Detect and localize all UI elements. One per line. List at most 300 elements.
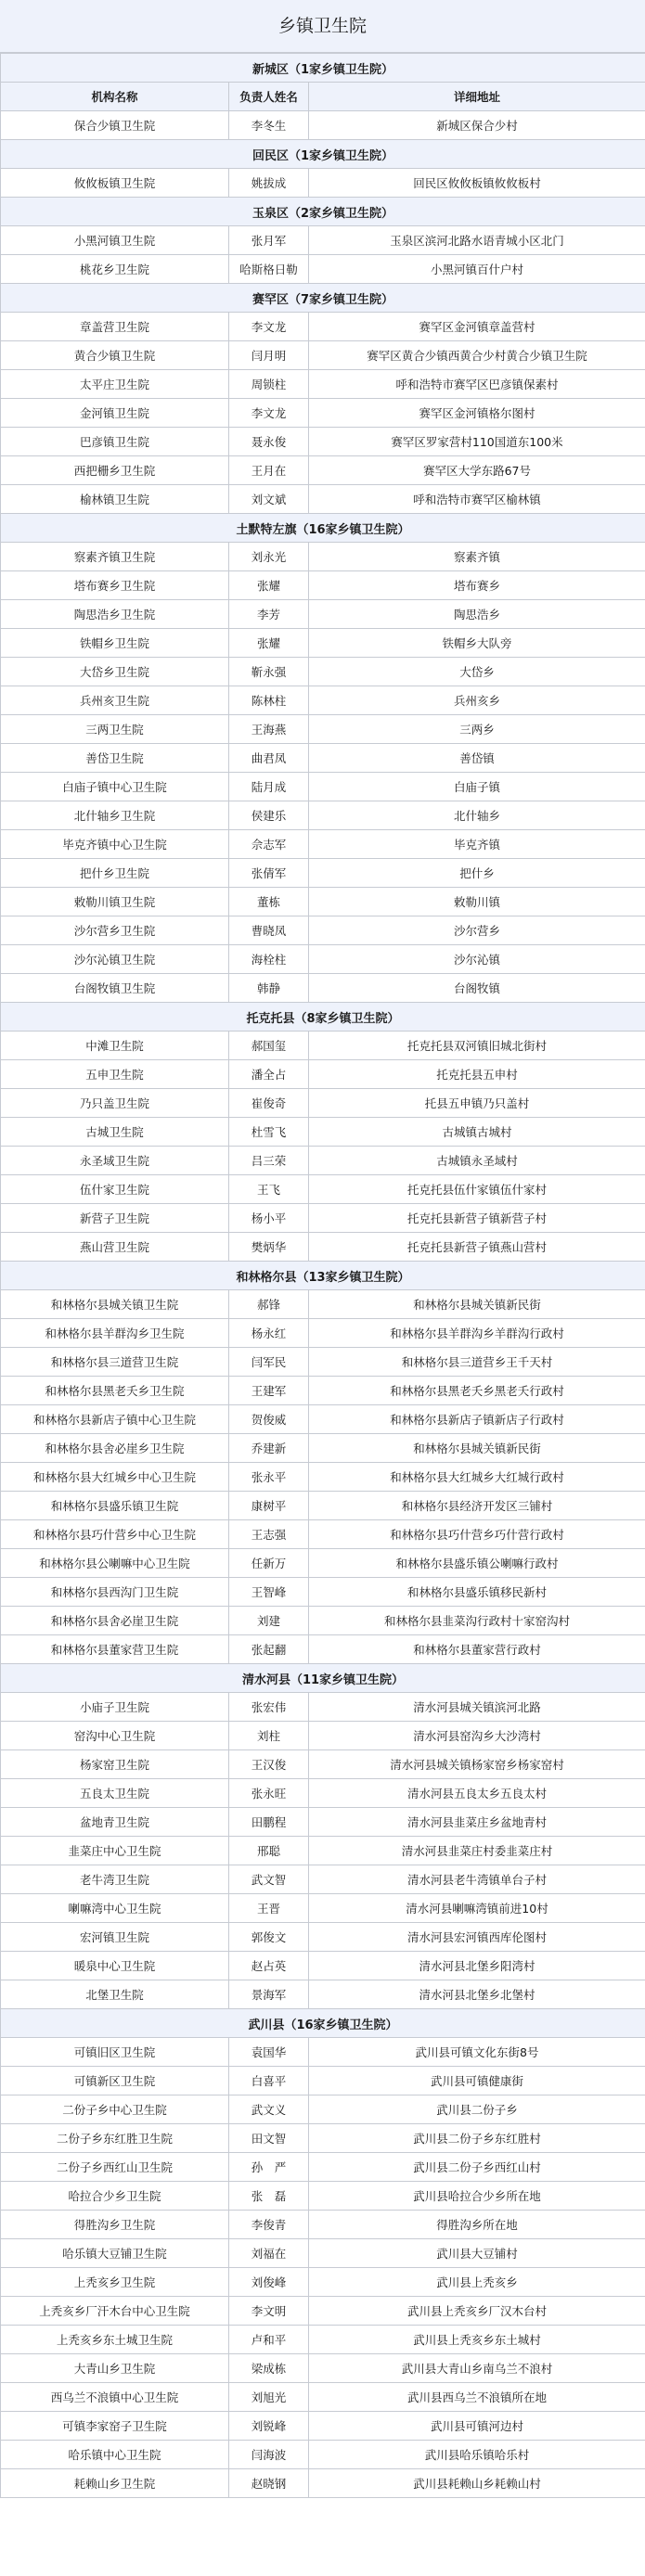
district-header-row [1,1003,645,1032]
address: 和林格尔县羊群沟乡羊群沟行政村 [309,1319,645,1348]
institution-name: 北什轴乡卫生院 [1,801,229,830]
table-row [1,1808,645,1837]
address: 新城区保合少村 [309,111,645,140]
table-row [1,2412,645,2441]
table-row [1,801,645,830]
address: 和林格尔县新店子镇新店子行政村 [309,1405,645,1434]
director-name: 李俊青 [229,2211,309,2239]
table-row [1,1923,645,1952]
director-name: 邢聪 [229,1837,309,1865]
address: 武川县耗赖山乡耗赖山村 [309,2469,645,2498]
table-row [1,1348,645,1377]
director-name: 武文义 [229,2095,309,2124]
institution-name: 三两卫生院 [1,715,229,744]
district-header-row [1,198,645,226]
director-name: 孙 严 [229,2153,309,2182]
address: 清水河县韭菜庄乡盆地青村 [309,1808,645,1837]
district-header-row [1,140,645,169]
institution-name: 上秃亥乡东土城卫生院 [1,2326,229,2354]
table-row [1,2211,645,2239]
institution-name: 哈乐镇中心卫生院 [1,2441,229,2469]
address: 和林格尔县大红城乡大红城行政村 [309,1463,645,1492]
address: 北什轴乡 [309,801,645,830]
director-name: 田鹏程 [229,1808,309,1837]
institution-name: 和林格尔县公喇嘛中心卫生院 [1,1549,229,1578]
director-name: 田文智 [229,2124,309,2153]
table-row [1,485,645,514]
table-row [1,1377,645,1405]
institution-name: 五申卫生院 [1,1060,229,1089]
table-row [1,1549,645,1578]
address: 清水河县窑沟乡大沙湾村 [309,1722,645,1750]
director-name: 闫军民 [229,1348,309,1377]
table-row [1,916,645,945]
table-row [1,226,645,255]
address: 把什乡 [309,859,645,888]
table-row [1,1118,645,1147]
table-row [1,1405,645,1434]
table-row [1,1089,645,1118]
table-row [1,543,645,571]
table-row [1,255,645,284]
address: 玉泉区滨河北路水语青城小区北门 [309,226,645,255]
institution-name: 和林格尔县城关镇卫生院 [1,1290,229,1319]
district-heading: 玉泉区（2家乡镇卫生院） [1,198,645,226]
address: 和林格尔县韭菜沟行政村十家窑沟村 [309,1607,645,1635]
address: 台阁牧镇 [309,974,645,1003]
director-name: 佘志军 [229,830,309,859]
table-row [1,1032,645,1060]
institution-name: 乃只盖卫生院 [1,1089,229,1118]
director-name: 乔建新 [229,1434,309,1463]
institution-name: 可镇新区卫生院 [1,2067,229,2095]
institution-name: 攸攸板镇卫生院 [1,169,229,198]
address: 敕勒川镇 [309,888,645,916]
director-name: 哈斯格日勒 [229,255,309,284]
institution-name: 塔布赛乡卫生院 [1,571,229,600]
table-body [1,54,645,2498]
address: 武川县可镇河边村 [309,2412,645,2441]
table-row [1,341,645,370]
director-name: 吕三荣 [229,1147,309,1175]
institution-name: 和林格尔县大红城乡中心卫生院 [1,1463,229,1492]
director-name: 李冬生 [229,111,309,140]
address: 武川县西乌兰不浪镇所在地 [309,2383,645,2412]
institution-name: 和林格尔县西沟门卫生院 [1,1578,229,1607]
director-name: 张起翻 [229,1635,309,1664]
director-name: 王志强 [229,1520,309,1549]
district-heading: 清水河县（11家乡镇卫生院） [1,1664,645,1693]
institution-name: 敕勒川镇卫生院 [1,888,229,916]
address: 托克托县新营子镇新营子村 [309,1204,645,1233]
institution-name: 宏河镇卫生院 [1,1923,229,1952]
director-name: 刘柱 [229,1722,309,1750]
director-name: 张月军 [229,226,309,255]
address: 小黑河镇百什户村 [309,255,645,284]
director-name: 杨小平 [229,1204,309,1233]
director-name: 袁国华 [229,2038,309,2067]
director-name: 刘旭光 [229,2383,309,2412]
institution-name: 韭菜庄中心卫生院 [1,1837,229,1865]
table-row [1,715,645,744]
institution-name: 把什乡卫生院 [1,859,229,888]
address: 回民区攸攸板镇攸攸板村 [309,169,645,198]
director-name: 梁成栋 [229,2354,309,2383]
institution-name: 西乌兰不浪镇中心卫生院 [1,2383,229,2412]
director-name: 张永平 [229,1463,309,1492]
institution-name: 巴彦镇卫生院 [1,428,229,456]
table-row [1,629,645,658]
director-name: 卢和平 [229,2326,309,2354]
institution-name: 耗赖山乡卫生院 [1,2469,229,2498]
institution-name: 五良太卫生院 [1,1779,229,1808]
director-name: 杜雪飞 [229,1118,309,1147]
address: 武川县二份子乡东红胜村 [309,2124,645,2153]
director-name: 贺俊威 [229,1405,309,1434]
institution-name: 二份子乡西红山卫生院 [1,2153,229,2182]
table-row [1,744,645,773]
table-row [1,1980,645,2009]
table-row [1,2067,645,2095]
director-name: 刘锐峰 [229,2412,309,2441]
institution-name: 毕克齐镇中心卫生院 [1,830,229,859]
institution-name: 铁帽乡卫生院 [1,629,229,658]
table-row [1,2383,645,2412]
director-name: 周锁柱 [229,370,309,399]
table-row [1,2441,645,2469]
director-name: 曲君凤 [229,744,309,773]
address: 清水河县韭菜庄村委韭菜庄村 [309,1837,645,1865]
institution-name: 小黑河镇卫生院 [1,226,229,255]
address: 武川县大青山乡南乌兰不浪村 [309,2354,645,2383]
table-row [1,1779,645,1808]
district-header-row [1,1262,645,1290]
column-header-address: 详细地址 [309,83,645,111]
table-row [1,1722,645,1750]
address: 托克托县新营子镇燕山营村 [309,1233,645,1262]
table-row [1,428,645,456]
address: 清水河县宏河镇西库伦图村 [309,1923,645,1952]
table-row [1,1607,645,1635]
hospital-table [0,53,645,2498]
institution-name: 燕山营卫生院 [1,1233,229,1262]
table-row [1,2354,645,2383]
institution-name: 和林格尔县新店子镇中心卫生院 [1,1405,229,1434]
column-header-row [1,83,645,111]
institution-name: 金河镇卫生院 [1,399,229,428]
institution-name: 桃花乡卫生院 [1,255,229,284]
director-name: 张倩军 [229,859,309,888]
director-name: 李文龙 [229,399,309,428]
table-row [1,2268,645,2297]
table-row [1,1290,645,1319]
director-name: 聂永俊 [229,428,309,456]
district-header-row [1,54,645,83]
institution-name: 上秃亥乡卫生院 [1,2268,229,2297]
institution-name: 杨家窑卫生院 [1,1750,229,1779]
table-row [1,1204,645,1233]
table-row [1,1060,645,1089]
address: 察素齐镇 [309,543,645,571]
director-name: 白喜平 [229,2067,309,2095]
director-name: 李文明 [229,2297,309,2326]
address: 铁帽乡大队旁 [309,629,645,658]
director-name: 崔俊奇 [229,1089,309,1118]
director-name: 樊炳华 [229,1233,309,1262]
table-row [1,456,645,485]
institution-name: 和林格尔县黑老夭乡卫生院 [1,1377,229,1405]
address: 和林格尔县三道营乡王千天村 [309,1348,645,1377]
director-name: 王建军 [229,1377,309,1405]
address: 和林格尔县城关镇新民街 [309,1290,645,1319]
address: 和林格尔县城关镇新民街 [309,1434,645,1463]
table-row [1,888,645,916]
table-row [1,945,645,974]
institution-name: 和林格尔县羊群沟乡卫生院 [1,1319,229,1348]
address: 赛罕区金河镇章盖营村 [309,313,645,341]
table-row [1,2182,645,2211]
director-name: 刘俊峰 [229,2268,309,2297]
institution-name: 可镇李家窑子卫生院 [1,2412,229,2441]
address: 武川县二份子乡西红山村 [309,2153,645,2182]
director-name: 张 磊 [229,2182,309,2211]
institution-name: 黄合少镇卫生院 [1,341,229,370]
institution-name: 榆林镇卫生院 [1,485,229,514]
director-name: 闫海波 [229,2441,309,2469]
director-name: 韩静 [229,974,309,1003]
director-name: 刘建 [229,1607,309,1635]
address: 托县五申镇乃只盖村 [309,1089,645,1118]
institution-name: 哈乐镇大豆铺卫生院 [1,2239,229,2268]
institution-name: 大岱乡卫生院 [1,658,229,686]
institution-name: 古城卫生院 [1,1118,229,1147]
address: 清水河县五良太乡五良太村 [309,1779,645,1808]
district-heading: 土默特左旗（16家乡镇卫生院） [1,514,645,543]
address: 武川县大豆铺村 [309,2239,645,2268]
institution-name: 新营子卫生院 [1,1204,229,1233]
table-row [1,2124,645,2153]
director-name: 郝国玺 [229,1032,309,1060]
table-row [1,1837,645,1865]
director-name: 郝锋 [229,1290,309,1319]
table-row [1,600,645,629]
table-row [1,1865,645,1894]
address: 清水河县老牛湾镇单台子村 [309,1865,645,1894]
table-row [1,169,645,198]
institution-name: 中滩卫生院 [1,1032,229,1060]
table-row [1,313,645,341]
director-name: 王汉俊 [229,1750,309,1779]
address: 三两乡 [309,715,645,744]
table-row [1,2469,645,2498]
address: 武川县上秃亥乡 [309,2268,645,2297]
institution-name: 上秃亥乡厂汗木台中心卫生院 [1,2297,229,2326]
page-title: 乡镇卫生院 [0,0,645,53]
institution-name: 二份子乡东红胜卫生院 [1,2124,229,2153]
table-row [1,370,645,399]
director-name: 李文龙 [229,313,309,341]
institution-name: 太平庄卫生院 [1,370,229,399]
address: 武川县可镇文化东街8号 [309,2038,645,2067]
district-heading: 赛罕区（7家乡镇卫生院） [1,284,645,313]
address: 和林格尔县巧什营乡巧什营行政村 [309,1520,645,1549]
address: 善岱镇 [309,744,645,773]
address: 赛罕区罗家营村110国道东100米 [309,428,645,456]
address: 清水河县城关镇杨家窑乡杨家窑村 [309,1750,645,1779]
address: 大岱乡 [309,658,645,686]
address: 古城镇永圣域村 [309,1147,645,1175]
table-row [1,1635,645,1664]
address: 白庙子镇 [309,773,645,801]
table-row [1,1578,645,1607]
director-name: 郭俊文 [229,1923,309,1952]
institution-name: 盆地青卫生院 [1,1808,229,1837]
address: 赛罕区金河镇格尔图村 [309,399,645,428]
director-name: 王智峰 [229,1578,309,1607]
address: 武川县可镇健康街 [309,2067,645,2095]
institution-name: 暖泉中心卫生院 [1,1952,229,1980]
institution-name: 和林格尔县三道营卫生院 [1,1348,229,1377]
table-row [1,1952,645,1980]
institution-name: 伍什家卫生院 [1,1175,229,1204]
director-name: 海栓柱 [229,945,309,974]
table-row [1,1434,645,1463]
institution-name: 陶思浩乡卫生院 [1,600,229,629]
institution-name: 二份子乡中心卫生院 [1,2095,229,2124]
director-name: 姚拔成 [229,169,309,198]
address: 托克托县五申村 [309,1060,645,1089]
institution-name: 西把栅乡卫生院 [1,456,229,485]
director-name: 刘文斌 [229,485,309,514]
address: 兵州亥乡 [309,686,645,715]
institution-name: 保合少镇卫生院 [1,111,229,140]
table-row [1,1492,645,1520]
institution-name: 和林格尔县舍必崖卫生院 [1,1607,229,1635]
table-row [1,1693,645,1722]
institution-name: 和林格尔县巧什营乡中心卫生院 [1,1520,229,1549]
table-row [1,2297,645,2326]
director-name: 王飞 [229,1175,309,1204]
director-name: 曹晓凤 [229,916,309,945]
address: 沙尔沁镇 [309,945,645,974]
institution-name: 章盖营卫生院 [1,313,229,341]
table-row [1,686,645,715]
institution-name: 得胜沟乡卫生院 [1,2211,229,2239]
director-name: 杨永红 [229,1319,309,1348]
director-name: 景海军 [229,1980,309,2009]
address: 清水河县北堡乡北堡村 [309,1980,645,2009]
director-name: 刘永光 [229,543,309,571]
address: 陶思浩乡 [309,600,645,629]
table-row [1,1319,645,1348]
table-row [1,1750,645,1779]
table-row [1,773,645,801]
address: 托克托县伍什家镇伍什家村 [309,1175,645,1204]
column-header-institution: 机构名称 [1,83,229,111]
institution-name: 和林格尔县舍必崖乡卫生院 [1,1434,229,1463]
director-name: 靳永强 [229,658,309,686]
institution-name: 和林格尔县盛乐镇卫生院 [1,1492,229,1520]
table-row [1,658,645,686]
address: 得胜沟乡所在地 [309,2211,645,2239]
address: 塔布赛乡 [309,571,645,600]
institution-name: 北堡卫生院 [1,1980,229,2009]
district-header-row [1,284,645,313]
institution-name: 白庙子镇中心卫生院 [1,773,229,801]
director-name: 张耀 [229,571,309,600]
district-heading: 回民区（1家乡镇卫生院） [1,140,645,169]
address: 呼和浩特市赛罕区榆林镇 [309,485,645,514]
institution-name: 喇嘛湾中心卫生院 [1,1894,229,1923]
institution-name: 沙尔营乡卫生院 [1,916,229,945]
address: 和林格尔县黑老夭乡黑老夭行政村 [309,1377,645,1405]
address: 清水河县喇嘛湾镇前进10村 [309,1894,645,1923]
institution-name: 哈拉合少乡卫生院 [1,2182,229,2211]
address: 清水河县北堡乡阳湾村 [309,1952,645,1980]
table-row [1,571,645,600]
institution-name: 善岱卫生院 [1,744,229,773]
district-heading: 新城区（1家乡镇卫生院） [1,54,645,83]
table-row [1,1894,645,1923]
address: 沙尔营乡 [309,916,645,945]
director-name: 赵占英 [229,1952,309,1980]
director-name: 陈林柱 [229,686,309,715]
address: 呼和浩特市赛罕区巴彦镇保素村 [309,370,645,399]
address: 武川县上秃亥乡厂汉木台村 [309,2297,645,2326]
director-name: 任新万 [229,1549,309,1578]
institution-name: 台阁牧镇卫生院 [1,974,229,1003]
director-name: 王海燕 [229,715,309,744]
column-header-director: 负责人姓名 [229,83,309,111]
table-row [1,974,645,1003]
table-row [1,1147,645,1175]
table-row [1,399,645,428]
table-row [1,1233,645,1262]
director-name: 王月在 [229,456,309,485]
address: 和林格尔县盛乐镇公喇嘛行政村 [309,1549,645,1578]
director-name: 董栋 [229,888,309,916]
director-name: 潘全占 [229,1060,309,1089]
address: 托克托县双河镇旧城北街村 [309,1032,645,1060]
director-name: 康树平 [229,1492,309,1520]
district-header-row [1,2009,645,2038]
address: 赛罕区黄合少镇西黄合少村黄合少镇卫生院 [309,341,645,370]
institution-name: 老牛湾卫生院 [1,1865,229,1894]
institution-name: 永圣域卫生院 [1,1147,229,1175]
director-name: 赵晓钢 [229,2469,309,2498]
address: 和林格尔县经济开发区三铺村 [309,1492,645,1520]
district-heading: 和林格尔县（13家乡镇卫生院） [1,1262,645,1290]
institution-name: 大青山乡卫生院 [1,2354,229,2383]
director-name: 刘福在 [229,2239,309,2268]
institution-name: 可镇旧区卫生院 [1,2038,229,2067]
table-row [1,111,645,140]
table-row [1,2239,645,2268]
district-heading: 武川县（16家乡镇卫生院） [1,2009,645,2038]
address: 清水河县城关镇滨河北路 [309,1693,645,1722]
district-header-row [1,514,645,543]
address: 和林格尔县董家营行政村 [309,1635,645,1664]
table-row [1,2038,645,2067]
institution-name: 察素齐镇卫生院 [1,543,229,571]
director-name: 侯建乐 [229,801,309,830]
institution-name: 窑沟中心卫生院 [1,1722,229,1750]
table-row [1,2326,645,2354]
table-row [1,1520,645,1549]
institution-name: 小庙子卫生院 [1,1693,229,1722]
district-header-row [1,1664,645,1693]
address: 武川县二份子乡 [309,2095,645,2124]
